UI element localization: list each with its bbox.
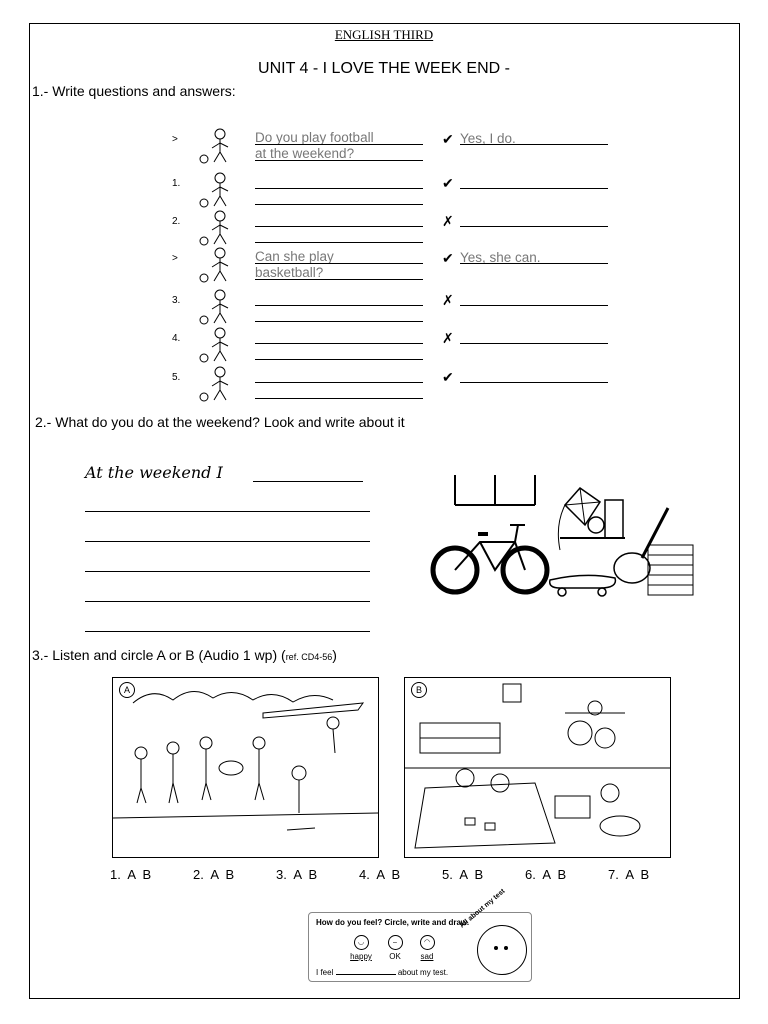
question-row	[172, 370, 612, 410]
activity-picture	[194, 364, 240, 404]
row-marker: >	[172, 253, 178, 264]
answer-line[interactable]	[460, 305, 608, 306]
question-line[interactable]	[255, 321, 423, 322]
question-text: Do you play football	[255, 130, 374, 145]
activity-picture	[194, 170, 240, 210]
writing-line[interactable]	[85, 511, 370, 512]
question-line[interactable]	[255, 305, 423, 306]
scene-b-picture	[404, 677, 671, 858]
answer-choice-6[interactable]: 6. A B	[525, 867, 567, 882]
cross-mark-icon: ✗	[442, 292, 454, 308]
row-marker: 3.	[172, 295, 181, 306]
face-label: sad	[420, 952, 434, 961]
feel-sentence	[316, 968, 448, 977]
question-line[interactable]	[255, 263, 423, 264]
answer-line[interactable]	[460, 382, 608, 383]
question-line[interactable]	[255, 382, 423, 383]
question-line[interactable]	[255, 279, 423, 280]
happy-face-icon: ◡	[354, 935, 369, 950]
badge-text: All about my test	[458, 887, 507, 930]
answer-choice-1[interactable]: 1. A B	[110, 867, 152, 882]
answer-line[interactable]	[460, 144, 608, 145]
section-3-heading-text: 3.- Listen and circle A or B (Audio 1 wp) (	[32, 647, 286, 663]
unit-title: UNIT 4 - I LOVE THE WEEK END -	[258, 60, 510, 77]
answer-line[interactable]	[460, 226, 608, 227]
face-label: happy	[350, 952, 372, 961]
answer-line[interactable]	[460, 263, 608, 264]
check-mark-icon: ✔	[442, 369, 454, 385]
park-scene-illustration	[113, 678, 378, 857]
row-marker: >	[172, 134, 178, 145]
row-marker: 1.	[172, 178, 181, 189]
feel-sentence-start: I feel	[316, 968, 334, 977]
ok-face-icon: –	[388, 935, 403, 950]
answer-choice-5[interactable]: 5. A B	[442, 867, 484, 882]
question-text: basketball?	[255, 265, 324, 280]
answer-line[interactable]	[460, 188, 608, 189]
check-mark-icon: ✔	[442, 175, 454, 191]
section-2-heading: 2.- What do you do at the weekend? Look and write about it	[35, 414, 405, 430]
cross-mark-icon: ✗	[442, 213, 454, 229]
draw-face-circle[interactable]	[477, 925, 527, 975]
question-row	[172, 132, 612, 172]
feel-heading: How do you feel? Circle, write and draw.	[316, 918, 470, 927]
question-line[interactable]	[255, 242, 423, 243]
activity-picture	[194, 126, 240, 166]
question-text: at the weekend?	[255, 146, 355, 161]
eye-icon	[494, 946, 498, 950]
face-option-sad[interactable]	[415, 935, 439, 961]
activity-picture	[194, 208, 240, 248]
question-line[interactable]	[255, 359, 423, 360]
answer-choice-7[interactable]: 7. A B	[608, 867, 650, 882]
question-row	[172, 251, 612, 291]
writing-line[interactable]	[85, 631, 370, 632]
worksheet-header: ENGLISH THIRD	[334, 27, 434, 42]
self-assessment-box	[308, 887, 532, 982]
question-line[interactable]	[255, 204, 423, 205]
feel-sentence-end: about my test.	[397, 968, 449, 977]
section-1-heading: 1.- Write questions and answers:	[32, 83, 236, 99]
writing-line[interactable]	[253, 481, 363, 482]
answer-choice-2[interactable]: 2. A B	[193, 867, 235, 882]
audio-reference: ref. CD4-56	[285, 652, 333, 662]
eye-icon	[504, 946, 508, 950]
question-line[interactable]	[255, 188, 423, 189]
sad-face-icon: ◠	[420, 935, 435, 950]
activity-picture	[194, 287, 240, 327]
section-3-heading	[32, 647, 337, 663]
activity-picture	[194, 325, 240, 365]
answer-choice-3[interactable]: 3. A B	[276, 867, 318, 882]
check-mark-icon: ✔	[442, 250, 454, 266]
row-marker: 5.	[172, 372, 181, 383]
question-line[interactable]	[255, 226, 423, 227]
writing-prompt: At the weekend I	[85, 463, 223, 482]
scene-a-picture	[112, 677, 379, 858]
writing-line[interactable]	[85, 571, 370, 572]
face-option-happy[interactable]	[349, 935, 373, 961]
question-line[interactable]	[255, 144, 423, 145]
question-text: Can she play	[255, 249, 334, 264]
answer-text: Yes, I do.	[460, 131, 516, 146]
section-3-heading-close: )	[332, 647, 337, 663]
weekend-items-illustration	[420, 470, 705, 605]
answer-choice-4[interactable]: 4. A B	[359, 867, 401, 882]
row-marker: 2.	[172, 216, 181, 227]
check-mark-icon: ✔	[442, 131, 454, 147]
answer-line[interactable]	[460, 343, 608, 344]
question-line[interactable]	[255, 160, 423, 161]
writing-line[interactable]	[85, 541, 370, 542]
question-line[interactable]	[255, 343, 423, 344]
answer-text: Yes, she can.	[460, 250, 541, 265]
row-marker: 4.	[172, 333, 181, 344]
scene-a-label: A	[119, 682, 135, 698]
question-line[interactable]	[255, 398, 423, 399]
face-option-ok[interactable]	[383, 935, 407, 961]
feeling-blank[interactable]	[336, 974, 396, 975]
activity-picture	[194, 245, 240, 285]
scene-b-label: B	[411, 682, 427, 698]
living-room-scene-illustration	[405, 678, 670, 857]
cross-mark-icon: ✗	[442, 330, 454, 346]
face-label: OK	[389, 952, 401, 961]
writing-line[interactable]	[85, 601, 370, 602]
